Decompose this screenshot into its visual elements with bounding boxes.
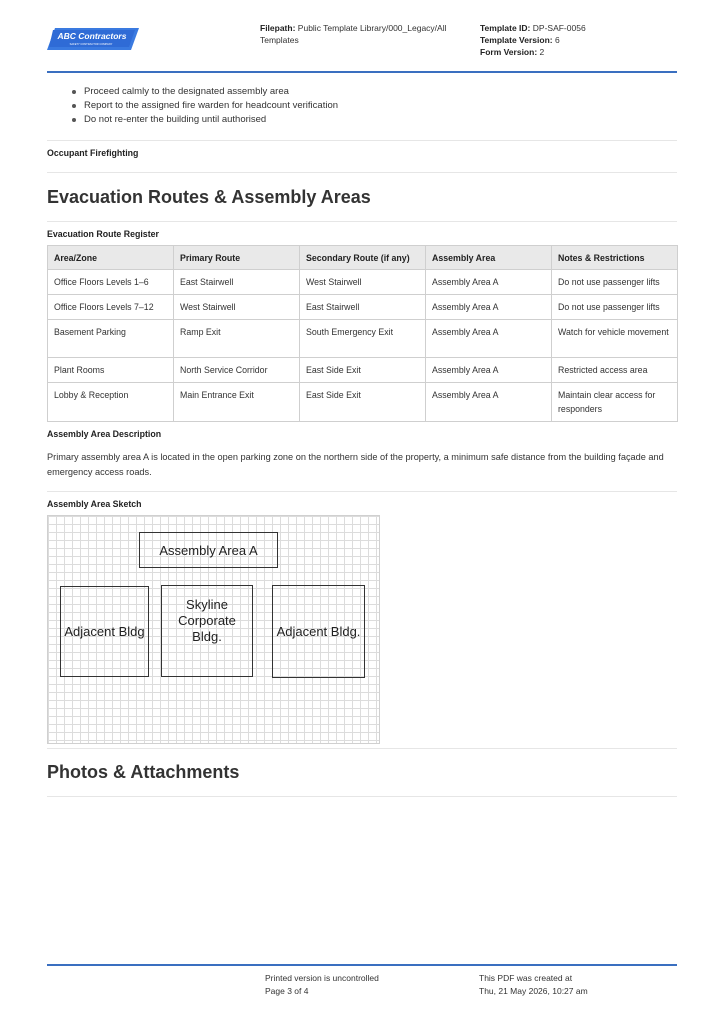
column-header: Notes & Restrictions	[552, 246, 678, 270]
svg-text:SAFETY CONTRACTOR COMPANY: SAFETY CONTRACTOR COMPANY	[69, 43, 113, 46]
page-header	[47, 18, 677, 72]
template-version-line	[480, 34, 680, 46]
company-logo	[47, 26, 139, 52]
filepath-value: Public Template Library/000_Legacy/All Templates	[260, 23, 447, 45]
table-cell: Office Floors Levels 7–12	[48, 295, 174, 320]
left-building-box	[60, 586, 149, 677]
template-id-value: DP-SAF-0056	[532, 23, 586, 33]
table-row	[48, 358, 678, 383]
divider	[47, 796, 677, 797]
table-row	[48, 270, 678, 295]
column-header: Primary Route	[174, 246, 300, 270]
divider	[47, 748, 677, 749]
footer-divider	[47, 964, 677, 966]
section-title-photos: Photos & Attachments	[47, 762, 240, 782]
table-cell: Assembly Area A	[426, 270, 552, 295]
table-cell: Assembly Area A	[426, 295, 552, 320]
footer-right	[479, 972, 588, 998]
evacuation-route-table	[47, 245, 678, 422]
footer-left	[265, 972, 379, 998]
form-version-label: Form Version:	[480, 47, 538, 57]
column-header: Area/Zone	[48, 246, 174, 270]
table-header-row	[48, 246, 678, 270]
form-version-value: 2	[539, 47, 545, 57]
column-header: Assembly Area	[426, 246, 552, 270]
assembly-description-text: Primary assembly area A is located in the open parking zone on the northern side of the property, a minimum safe distance from the building façade and emergency access roads.	[47, 452, 664, 477]
divider	[47, 172, 677, 173]
right-building-text: Adjacent Bldg.	[276, 624, 361, 639]
section-title-evacuation: Evacuation Routes & Assembly Areas	[47, 187, 371, 207]
created-date: Thu, 21 May 2026, 10:27 am	[479, 986, 588, 996]
table-cell: Lobby & Reception	[48, 383, 174, 422]
table-cell: Main Entrance Exit	[174, 383, 300, 422]
svg-text:ABC Contractors: ABC Contractors	[57, 31, 127, 41]
table-cell: Office Floors Levels 1–6	[48, 270, 174, 295]
register-label: Evacuation Route Register	[47, 229, 159, 239]
divider	[47, 221, 677, 222]
table-cell: East Side Exit	[300, 358, 426, 383]
table-row	[48, 320, 678, 358]
filepath-block	[260, 22, 460, 46]
table-cell: Assembly Area A	[426, 320, 552, 358]
assembly-area-sketch	[47, 515, 380, 744]
table-cell: South Emergency Exit	[300, 320, 426, 358]
table-cell: Restricted access area	[552, 358, 678, 383]
table-cell: East Side Exit	[300, 383, 426, 422]
header-divider	[47, 71, 677, 73]
table-row	[48, 383, 678, 422]
template-info-block	[480, 22, 680, 58]
center-building-text: Skyline Corporate Bldg.	[178, 597, 236, 644]
table-cell: North Service Corridor	[174, 358, 300, 383]
divider	[47, 491, 677, 492]
table-cell: Watch for vehicle movement	[552, 320, 678, 358]
list-item: Proceed calmly to the designated assembly area	[60, 85, 660, 99]
occupant-firefighting-label: Occupant Firefighting	[47, 148, 139, 158]
table-row	[48, 295, 678, 320]
assembly-description-label: Assembly Area Description	[47, 429, 162, 439]
table-cell: Do not use passenger lifts	[552, 270, 678, 295]
left-building-text: Adjacent Bldg	[64, 624, 145, 639]
divider	[47, 140, 677, 141]
sketch-label: Assembly Area Sketch	[47, 499, 142, 509]
template-id-label: Template ID:	[480, 23, 531, 33]
table-cell: Assembly Area A	[426, 358, 552, 383]
template-version-value: 6	[554, 35, 560, 45]
template-version-label: Template Version:	[480, 35, 553, 45]
table-cell: Ramp Exit	[174, 320, 300, 358]
page-number: Page 3 of 4	[265, 986, 309, 996]
template-id-line	[480, 22, 680, 34]
table-cell: Basement Parking	[48, 320, 174, 358]
column-header: Secondary Route (if any)	[300, 246, 426, 270]
assembly-area-text: Assembly Area A	[159, 542, 258, 558]
table-cell: Assembly Area A	[426, 383, 552, 422]
right-building-box	[272, 585, 365, 678]
assembly-area-box	[139, 532, 278, 568]
table-cell: Do not use passenger lifts	[552, 295, 678, 320]
table-cell: Plant Rooms	[48, 358, 174, 383]
table-cell: Maintain clear access for responders	[552, 383, 678, 422]
table-cell: West Stairwell	[174, 295, 300, 320]
list-item: Report to the assigned fire warden for headcount verification	[60, 99, 660, 113]
table-cell: East Stairwell	[300, 295, 426, 320]
table-cell: East Stairwell	[174, 270, 300, 295]
table-cell: West Stairwell	[300, 270, 426, 295]
form-version-line	[480, 46, 680, 58]
filepath-label: Filepath:	[260, 23, 296, 33]
uncontrolled-note: Printed version is uncontrolled	[265, 973, 379, 983]
list-item: Do not re-enter the building until authorised	[60, 113, 660, 127]
evacuation-instructions-list	[60, 85, 660, 127]
created-label: This PDF was created at	[479, 973, 573, 983]
center-building-box	[161, 585, 253, 677]
